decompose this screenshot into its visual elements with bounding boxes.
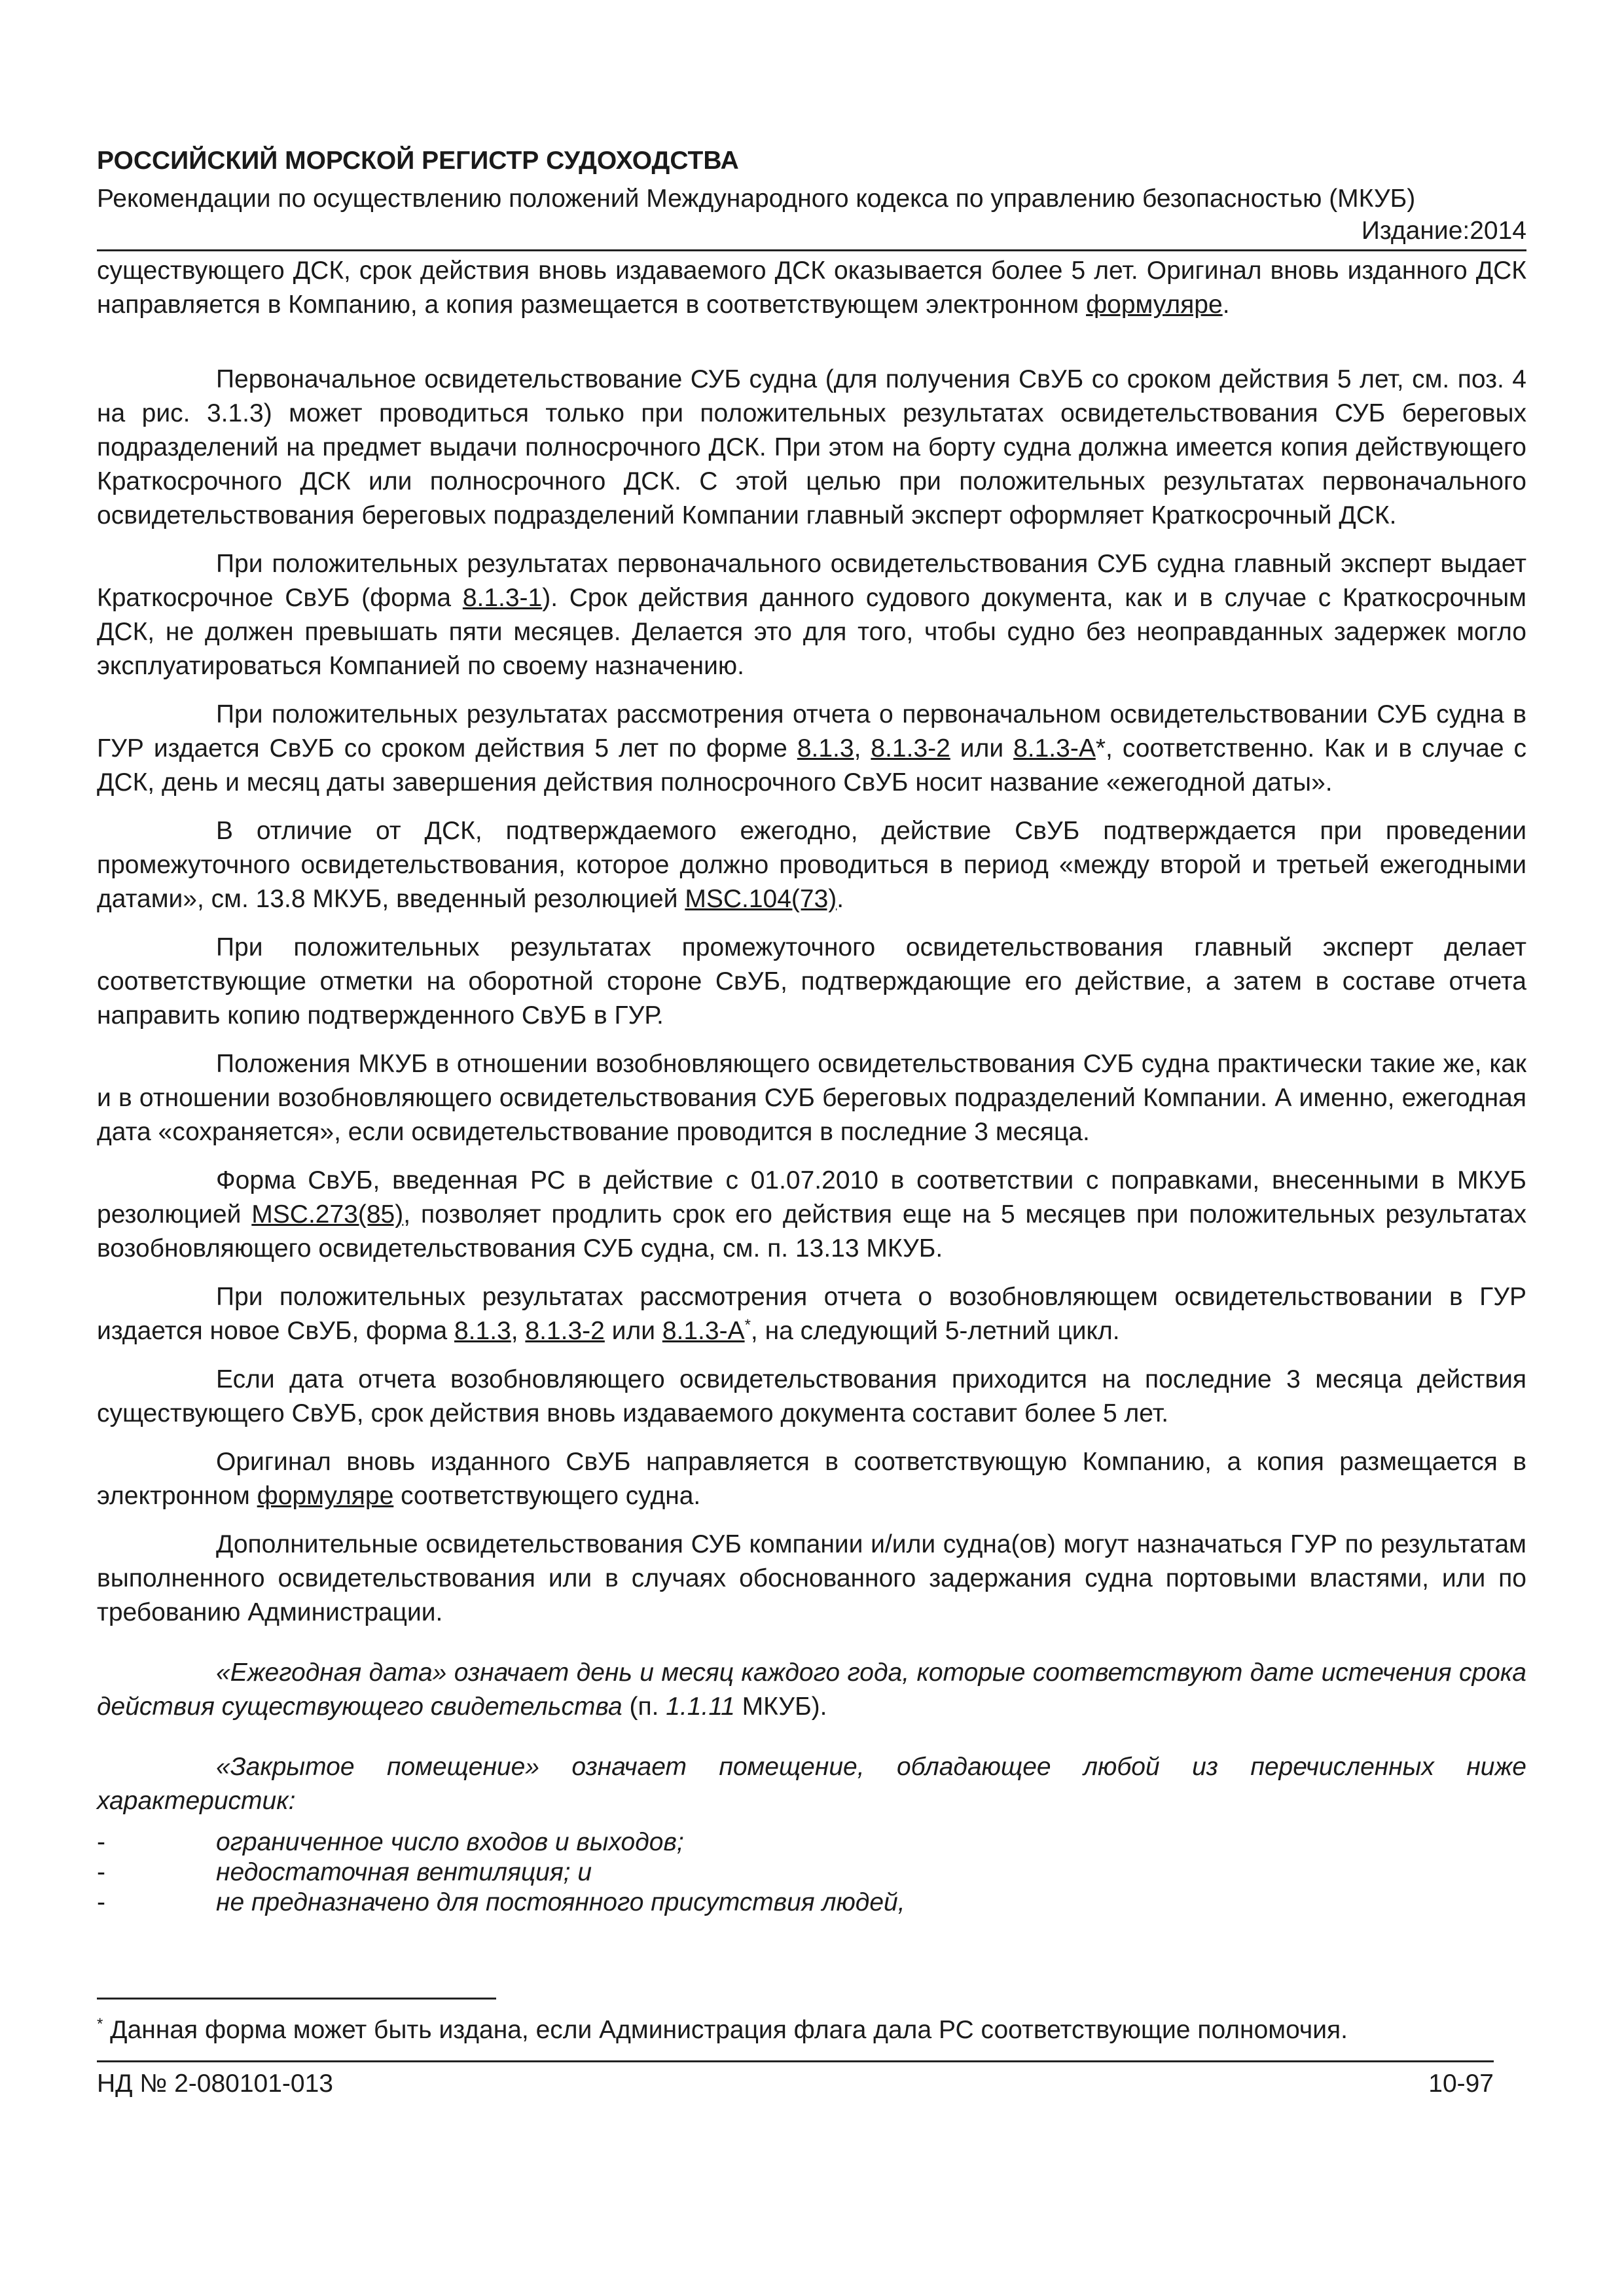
list-item-text: ограниченное число входов и выходов; [216,1828,684,1856]
footnote [97,2013,1526,2047]
list-item-text: не предназначено для постоянного присутствия людей, [216,1888,905,1916]
link-form-8-1-3-a[interactable]: 8.1.3-А [662,1317,745,1345]
header-edition: Издание:2014 [1361,217,1526,245]
text: МКУБ). [734,1693,827,1721]
text: 1.1.11 [666,1693,735,1721]
text: , позволяет продлить срок его действия еще на 5 месяцев при положительных результатах возобновляющего освидетельствования СУБ судна, см. п. 13.13 МКУБ. [97,1200,1526,1263]
text: . [1222,291,1230,319]
text: «Ежегодная дата» означает день и месяц каждого года, которые соответствуют дате истечения срока действия существующего свидетельства [97,1659,1526,1721]
document-body [97,254,1526,1918]
link-msc-273-85[interactable]: MSC.273(85) [251,1200,404,1229]
text: В отличие от ДСК, подтверждаемого ежегодно, действие СвУБ подтверждается при проведении промежуточного освидетельствования, которое должно проводиться в период «между второй и третьей ежегодными датами», см. 13.8 МКУБ, введенный резолюцией [97,817,1526,913]
footnote-mark: * [97,2015,103,2033]
header-divider [97,249,1526,251]
footnote-divider [97,1998,496,2000]
text: , на следующий 5-летний цикл. [750,1317,1120,1345]
text: При положительных результатах рассмотрения отчета о возобновляющем освидетельствовании в ГУР издается новое СвУБ, форма [97,1283,1526,1345]
footnote-marker: * [744,1316,751,1334]
paragraph-6: Положения МКУБ в отношении возобновляющего освидетельствования СУБ судна практически такие же, как и в отношении возобновляющего освидетельствования СУБ береговых подразделений Компании. А именно, ежегодная дата «сохраняется», если освидетельствование проводится в последние 3 месяца. [97,1050,1526,1146]
paragraph-0 [97,254,1526,322]
paragraph-9: Если дата отчета возобновляющего освидетельствования приходится на последние 3 месяца действия существующего СвУБ, срок действия вновь издаваемого документа составит более 5 лет. [97,1365,1526,1427]
text: ). Срок действия данного судового документа, как и в случае с Краткосрочным ДСК, не должен превышать пяти месяцев. Делается это для того, чтобы судно без неоправданных задержек могло эксплуатироваться Компанией по своему назначению. [97,584,1526,680]
characteristics-list [97,1827,1526,1918]
paragraph-2 [97,547,1526,683]
link-form-8-1-3[interactable]: 8.1.3 [454,1317,511,1345]
list-dash: - [97,1828,105,1856]
text: , [511,1317,526,1345]
text: . [837,885,844,913]
link-msc-104-73[interactable]: MSC.104(73) [685,885,837,913]
list-item-text: недостаточная вентиляция; и [216,1858,592,1886]
link-form-8-1-3[interactable]: 8.1.3 [797,734,854,762]
text: (п. [622,1693,666,1721]
list-dash: - [97,1888,105,1916]
list-item [97,1827,1526,1857]
link-form-8-1-3-2[interactable]: 8.1.3-2 [871,734,950,762]
paragraph-1: Первоначальное освидетельствование СУБ судна (для получения СвУБ со сроком действия 5 лет, см. поз. 4 на рис. 3.1.3) может проводиться только при положительных результатах освидетельствования СУБ береговых подразделений на предмет выдачи полносрочного ДСК. При этом на борту судна должна имеется копия действующего Краткосрочного ДСК или полносрочного ДСК. С этой целью при положительных результатах первоначального освидетельствования береговых подразделений Компании главный эксперт оформляет Краткосрочный ДСК. [97,365,1526,529]
link-form-8-1-3-2[interactable]: 8.1.3-2 [525,1317,605,1345]
text: При положительных результатах рассмотрения отчета о первоначальном освидетельствовании СУБ судна в ГУР издается СвУБ со сроком действия 5 лет по форме [97,700,1526,762]
text: существующего ДСК, срок действия вновь издаваемого ДСК оказывается более 5 лет. Оригинал вновь изданного ДСК направляется в Компанию, а копия размещается в соответствующем электронном [97,257,1526,319]
list-item [97,1888,1526,1918]
header-subtitle: Рекомендации по осуществлению положений Международного кодекса по управлению безопасностью (МКУБ) [97,185,1416,213]
link-formular[interactable]: формуляре [1086,291,1223,319]
text: Оригинал вновь изданного СвУБ направляется в соответствующую Компанию, а копия размещается в электронном [97,1448,1526,1510]
paragraph-10 [97,1445,1526,1513]
text: Форма СвУБ, введенная РС в действие с 01.07.2010 в соответствии с поправками, внесенными в МКУБ резолюцией [97,1166,1526,1229]
text: При положительных результатах первоначального освидетельствования СУБ судна главный эксперт выдает Краткосрочное СвУБ (форма [97,550,1526,612]
definition-annual-date [97,1656,1526,1724]
footnote-text: Данная форма может быть издана, если Администрация флага дала РС соответствующие полномочия. [103,2016,1348,2044]
footer-page-number: 10-97 [1428,2070,1494,2098]
footer-divider [97,2060,1494,2062]
link-form-8-1-3-1[interactable]: 8.1.3-1 [462,584,543,612]
text: или [604,1317,662,1345]
list-item [97,1857,1526,1888]
footer-doc-number: НД № 2-080101-013 [97,2070,333,2098]
text: , [854,734,871,762]
paragraph-5: При положительных результатах промежуточного освидетельствования главный эксперт делает соответствующие отметки на оборотной стороне СвУБ, подтверждающие его действие, а затем в составе отчета направить копию подтвержденного СвУБ в ГУР. [97,933,1526,1030]
text: *, соответственно. Как и в случае с ДСК, день и месяц даты завершения действия полносрочного СвУБ носит название «ежегодной даты». [97,734,1526,797]
text: соответствующего судна. [393,1482,701,1510]
paragraph-8 [97,1280,1526,1348]
paragraph-11: Дополнительные освидетельствования СУБ компании и/или судна(ов) могут назначаться ГУР по результатам выполненного освидетельствования или в случаях обоснованного задержания судна портовыми властями, или по требованию Администрации. [97,1530,1526,1626]
paragraph-4 [97,814,1526,916]
paragraph-3 [97,698,1526,800]
header-organization: РОССИЙСКИЙ МОРСКОЙ РЕГИСТР СУДОХОДСТВА [97,147,739,175]
text: или [950,734,1014,762]
definition-enclosed-space: «Закрытое помещение» означает помещение, обладающее любой из перечисленных ниже характеристик: [97,1753,1526,1815]
list-dash: - [97,1858,105,1886]
link-form-8-1-3-a[interactable]: 8.1.3-А [1013,734,1096,762]
link-formular[interactable]: формуляре [257,1482,394,1510]
paragraph-7 [97,1164,1526,1266]
